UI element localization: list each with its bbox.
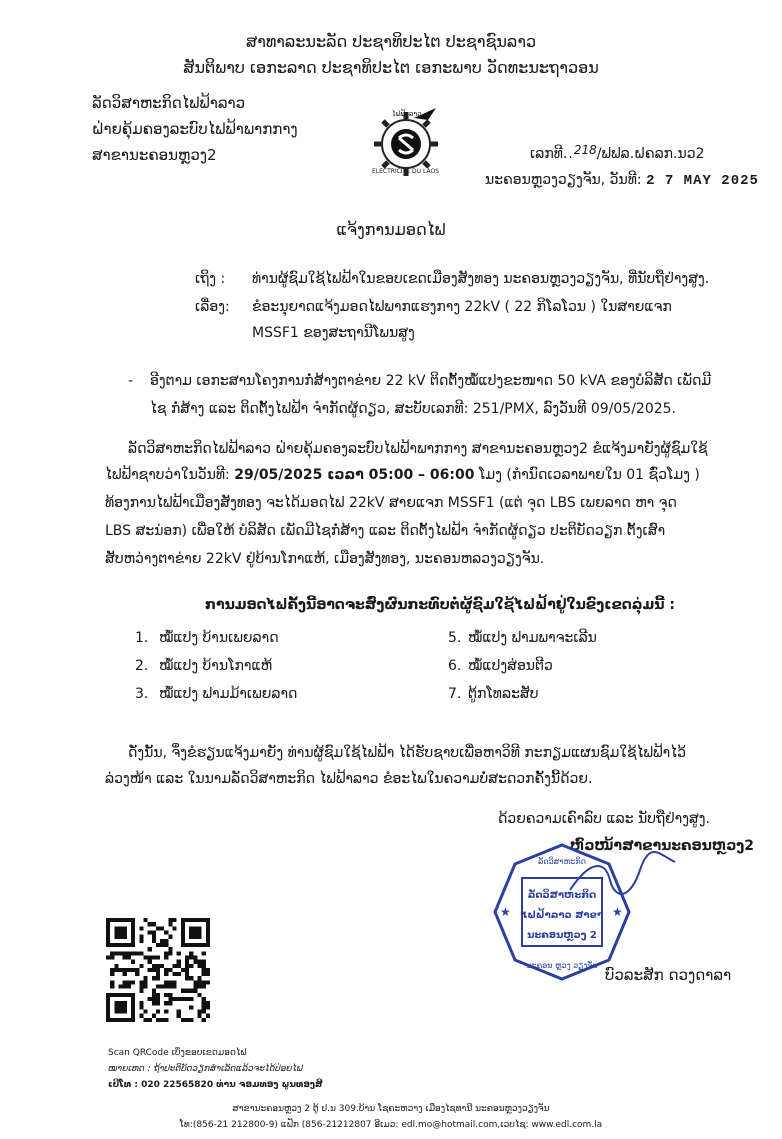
qr-caption: Scan QRCode ເບິ່ງຂອບເຂດມອດໄຟ bbox=[108, 1048, 247, 1058]
ref-suffix: /ຟຟລ.ຝຄລກ.ນວ2 bbox=[596, 146, 705, 162]
stamp-outer-bottom: ນະຄອນ ຫຼວງ ວຽງຈັນ bbox=[526, 961, 598, 970]
affected-heading: ການມອດໄຟຄັ້ງນີ້ອາດຈະສົ່ງຜົນກະທົບຕໍ່ຜູ້ຊົມໃຊ້ໄຟຟ້າຢູ່ໃນຂົງເຂດລຸ່ມນີ້ : bbox=[205, 597, 675, 613]
org-division: ຝ່າຍຄຸ້ມຄອງລະບົບໄຟຟ້າພາກກາງ bbox=[92, 120, 298, 138]
footer-contact: ໂທ:(856-21 212800-9) ແຟັກ (856-21212807 ອີເມວ: edl.mo@hotmail.com,ເວບໄຊ: www.edl.com.la bbox=[179, 1120, 603, 1130]
svg-text:★: ★ bbox=[612, 905, 623, 919]
logo-text-top: ໄຟຟ້າລາວ bbox=[392, 110, 422, 118]
list-item: 1. ໝໍ້ແປງ ບ້ານເພຍລາດ bbox=[135, 630, 279, 646]
place-date-label: ນະຄອນຫຼວງວຽງຈັນ, ວັນທີ: bbox=[485, 172, 642, 188]
qr-note: ໝາຍເຫດ : ຖ້າປະຕິບັດວຽກສຳເລັດແລ້ວຈະໄດ້ປ່ອຍໄຟ bbox=[108, 1064, 303, 1074]
subject-text-1: ຂໍອະນຸຍາດແຈ້ງມອດໄຟພາກແຮງກາງ 22kV ( 22 ກິໂລໂວນ ) ໃນສາຍແຈກ bbox=[252, 299, 672, 315]
bullet-dash: - bbox=[128, 373, 134, 389]
date-stamp: 2 7 MAY 2025 bbox=[646, 173, 759, 189]
regards: ດ້ວຍຄວາມເຄົາລົບ ແລະ ນັບຖືຢ່າງສູງ. bbox=[498, 811, 710, 827]
ref-label: ເລກທີ bbox=[530, 146, 563, 162]
logo-text-bottom: ELECTRICITE DU LAOS bbox=[372, 168, 439, 175]
signature-icon bbox=[560, 850, 680, 910]
stamp-outer-top: ລັດວິສາຫະກິດ bbox=[538, 857, 586, 866]
stamp-inner-1: ລັດວິສາຫະກິດ bbox=[527, 890, 597, 901]
ref-number: 218 bbox=[573, 143, 597, 157]
notice-title: ແຈ້ງການມອດໄຟ bbox=[336, 220, 446, 239]
subject-text-2: MSSF1 ຂອງສະຖານີໂພນສູງ bbox=[252, 325, 415, 341]
list-item: 6. ໝໍ້ແປງສ່ອນຕີວ bbox=[448, 658, 553, 674]
list-item: 5. ໝໍ້ແປງ ຟາມພາຈະເລີນ bbox=[448, 630, 597, 646]
body-line-4: LBS ສະນ່ອກ) ເພື່ອໃຫ້ ບໍລິສັດ ເພັດມີໄຊກໍ່ສ້າງ ແລະ ຕິດຕັ້ງໄຟຟ້າ ຈຳກັດຜູ້ດຽວ ປະຕິບັດວຽກ ຕັ້ງເສົາ bbox=[105, 523, 666, 539]
stamp-inner-3: ນະຄອນຫຼວງ 2 bbox=[527, 930, 597, 941]
org-branch: ສາຂານະຄອນຫຼວງ2 bbox=[92, 146, 217, 164]
signer-title: ຫົວໜ້າສາຂານະຄອນຫຼວງ2 bbox=[570, 838, 755, 854]
stamp-inner-2: ໄຟຟ້າລາວ ສາຂາ bbox=[520, 910, 604, 921]
country-motto: ສັນຕິພາບ ເອກະລາດ ປະຊາທິປະໄຕ ເອກະພາບ ວັດທະນະຖາວອນ bbox=[183, 58, 599, 77]
list-item: 2. ໝໍ້ແປງ ບ້ານໂກາແຫ້ bbox=[135, 658, 273, 674]
country-header: ສາທາລະນະລັດ ປະຊາທິປະໄຕ ປະຊາຊົນລາວ bbox=[245, 32, 537, 51]
subject-label: ເລື່ອງ: bbox=[195, 299, 230, 315]
body-line-5: ສັບຫວ່າງຕາຂ່າຍ 22kV ຢູ່ບ້ານໂກາແຫ້, ເມືອງສັງທອງ, ນະຄອນຫລວງວຽງຈັນ. bbox=[105, 551, 545, 567]
qr-contact: ເບີໂທ : 020 22565820 ທ່ານ ຈອມທອງ ພູນທອງສີ bbox=[108, 1080, 323, 1090]
body-line-1: ລັດວິສາຫະກິດໄຟຟ້າລາວ ຝ່າຍຄຸ້ມຄອງລະບົບໄຟຟ້າພາກກາງ ສາຂານະຄອນຫຼວງ2 ຂໍແຈ້ງມາຍັງຜູ້ຊົມໃຊ້ bbox=[128, 441, 708, 457]
signer-name: ບົວລະສັກ ດວງດາລາ bbox=[605, 966, 732, 984]
ref-line: ເລກທີ..218/ຟຟລ.ຝຄລກ.ນວ2 bbox=[530, 143, 705, 162]
outage-datetime: 29/05/2025 ເວລາ 05:00 – 06:00 bbox=[234, 467, 475, 483]
to-text: ທ່ານຜູ້ຊົມໃຊ້ໄຟຟ້າໃນຂອບເຂດເມືອງສັງທອງ ນະຄອນຫຼວງວຽງຈັນ, ທີ່ນັບຖືຢ່າງສູງ. bbox=[252, 271, 710, 287]
affected-list-right bbox=[448, 630, 597, 714]
svg-text:★: ★ bbox=[500, 905, 511, 919]
bullet-line-2: ໄຊ ກໍ່ສ້າງ ແລະ ຕິດຕັ້ງໄຟຟ້າ ຈຳກັດຜູ້ດຽວ, ສະບັບເລກທີ: 251/PMX, ລົງວັນທີ 09/05/2025. bbox=[150, 401, 676, 417]
affected-list-left bbox=[135, 630, 297, 714]
qr-code-icon[interactable] bbox=[106, 918, 210, 1022]
closing-line-1: ດັ່ງນັ້ນ, ຈຶ່ງຂໍຮຽນແຈ້ງມາຍັງ ທ່ານຜູ້ຊົມໃຊ້ໄຟຟ້າ ໄດ້ຮັບຊາບເພື່ອຫາວິທີ ກະກຽມແຜນຊົມໃຊ້ໄຟຟ້າໄວ້ bbox=[128, 745, 686, 761]
body-line-2-prefix: ໄຟຟ້າຊາບວ່າໃນວັນທີ: bbox=[105, 467, 235, 483]
to-label: ເຖິງ : bbox=[195, 271, 226, 287]
org-name: ລັດວິສາຫະກິດໄຟຟ້າລາວ bbox=[92, 94, 246, 112]
place-date bbox=[485, 172, 759, 189]
footer-address: ສາຂານະຄອນຫຼວງ 2 ຕູ້ ປ.ນ 309.ບ້ານ ໂຊຄະຫວາງ ເມືອງໄຊທານີ ນະຄອນຫຼວງວຽງຈັນ bbox=[232, 1104, 550, 1114]
bullet-line-1: ອີງຕາມ ເອກະສານໂຄງການກໍ່ສ້າງຕາຂ່າຍ 22 kV ຕິດຕັ້ງໝໍ້ແປງຂະໜາດ 50 kVA ຂອງບໍລິສັດ ເພັດມີ bbox=[150, 373, 712, 389]
closing-line-2: ລ່ວງໜ້າ ແລະ ໃນນາມລັດວິສາຫະກິດ ໄຟຟ້າລາວ ຂໍອະໄພໃນຄວາມບໍ່ສະດວກຄັ້ງນີ້ດ້ວຍ. bbox=[105, 771, 593, 787]
body-line-3: ທ້ອງການໄຟຟ້າເມືອງສັງທອງ ຈະໄດ້ມອດໄຟ 22kV ສາຍແຈກ MSSF1 (ແຕ່ ຈຸດ LBS ເພຍລາດ ຫາ ຈຸດ bbox=[105, 495, 677, 511]
list-item: 7. ຕູ້ກໂທລະສັບ bbox=[448, 686, 539, 702]
body-line-2 bbox=[105, 462, 700, 488]
list-item: 3. ໝໍ້ແປງ ຟາມມ້າເພຍລາດ bbox=[135, 686, 298, 702]
body-line-2-suffix: ໂມງ (ກຳນົດເວລາພາຍໃນ 01 ຊົ່ວໂມງ ) bbox=[474, 467, 700, 483]
